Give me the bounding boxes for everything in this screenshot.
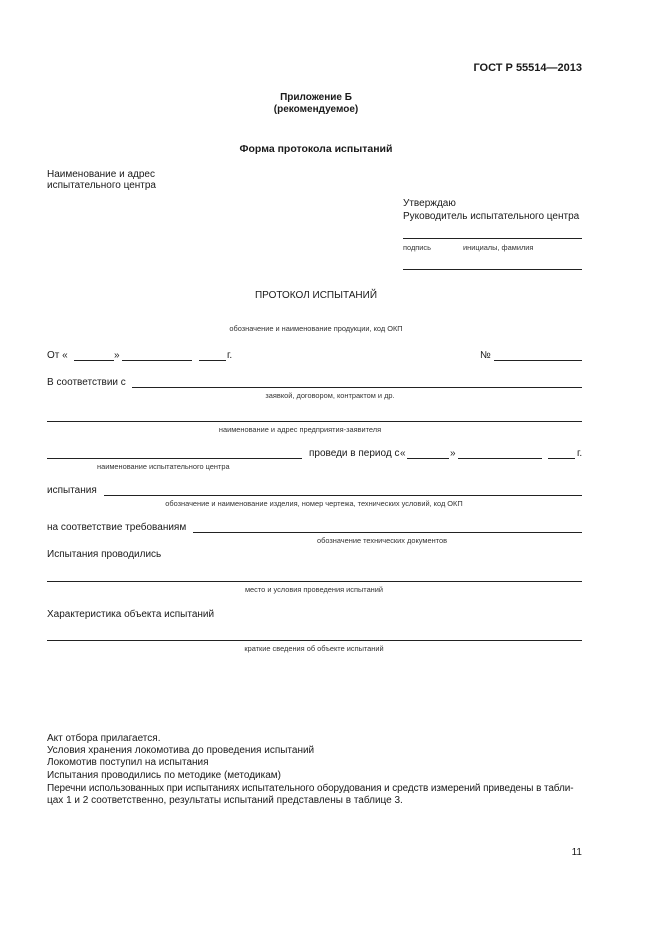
conducted-label: Испытания проводились <box>47 549 162 560</box>
note-line: Условия хранения локомотива до проведения испытаний <box>47 745 315 756</box>
period-quote-close: » <box>450 448 456 459</box>
date-month-line <box>122 360 192 361</box>
tests-label: испытания <box>47 485 97 496</box>
signature-line <box>403 238 582 239</box>
product-caption: обозначение и наименование продукции, код ОКП <box>229 324 403 333</box>
requirements-label: на соответствие требованиям <box>47 522 187 533</box>
signature-caption: подпись <box>403 243 431 252</box>
accordance-line <box>132 387 582 388</box>
requirements-line <box>193 532 582 533</box>
center-name-label-1: Наименование и адрес <box>47 169 155 180</box>
date-from-label: От « <box>47 350 68 361</box>
test-center-line <box>47 458 302 459</box>
applicant-line <box>47 421 582 422</box>
test-center-caption: наименование испытательного центра <box>97 462 230 471</box>
protocol-number-line <box>494 360 582 361</box>
conducted-caption: место и условия проведения испытаний <box>244 585 384 594</box>
note-line: Испытания проводились по методике (методикам) <box>47 770 281 781</box>
accordance-label: В соответствии с <box>47 377 126 388</box>
page-number: 11 <box>571 847 582 858</box>
date-year-line <box>199 360 226 361</box>
number-sign: № <box>480 350 491 361</box>
note-line: Перечни использованных при испытаниях испытательного оборудования и средств измерений приведены в табли- <box>47 783 574 794</box>
period-year-suffix: г. <box>577 448 583 459</box>
period-year-line <box>548 458 575 459</box>
date-year-suffix: г. <box>227 350 233 361</box>
period-label: проведи в период с <box>309 448 400 459</box>
tests-line <box>104 495 582 496</box>
standard-number: ГОСТ Р 55514—2013 <box>473 62 582 74</box>
approve-word: Утверждаю <box>403 198 456 209</box>
note-line: Акт отбора прилагается. <box>47 733 161 744</box>
note-line: цах 1 и 2 соответственно, результаты испытаний представлены в таблице 3. <box>47 795 403 806</box>
form-title: Форма протокола испытаний <box>239 143 393 155</box>
note-line: Локомотив поступил на испытания <box>47 757 209 768</box>
approval-date-line <box>403 269 582 270</box>
tests-caption: обозначение и наименование изделия, номер чертежа, технических условий, код ОКП <box>165 499 463 508</box>
period-quote-open: « <box>400 448 406 459</box>
object-caption: краткие сведения об объекте испытаний <box>244 644 384 653</box>
period-month-line <box>458 458 542 459</box>
date-day-line <box>74 360 114 361</box>
applicant-caption: наименование и адрес предприятия-заявителя <box>218 425 382 434</box>
accordance-caption: заявкой, договором, контрактом и др. <box>265 391 395 400</box>
protocol-title: ПРОТОКОЛ ИСПЫТАНИЙ <box>254 290 378 301</box>
center-name-label-2: испытательного центра <box>47 180 156 191</box>
period-day-line <box>407 458 449 459</box>
conducted-line <box>47 581 582 582</box>
approve-position: Руководитель испытательного центра <box>403 211 580 222</box>
requirements-caption: обозначение технических документов <box>317 536 448 545</box>
appendix-note: (рекомендуемое) <box>273 104 359 115</box>
date-quote-close: » <box>114 350 120 361</box>
appendix-title: Приложение Б <box>280 92 352 103</box>
initials-caption: инициалы, фамилия <box>463 243 534 252</box>
object-label: Характеристика объекта испытаний <box>47 609 215 620</box>
object-line <box>47 640 582 641</box>
